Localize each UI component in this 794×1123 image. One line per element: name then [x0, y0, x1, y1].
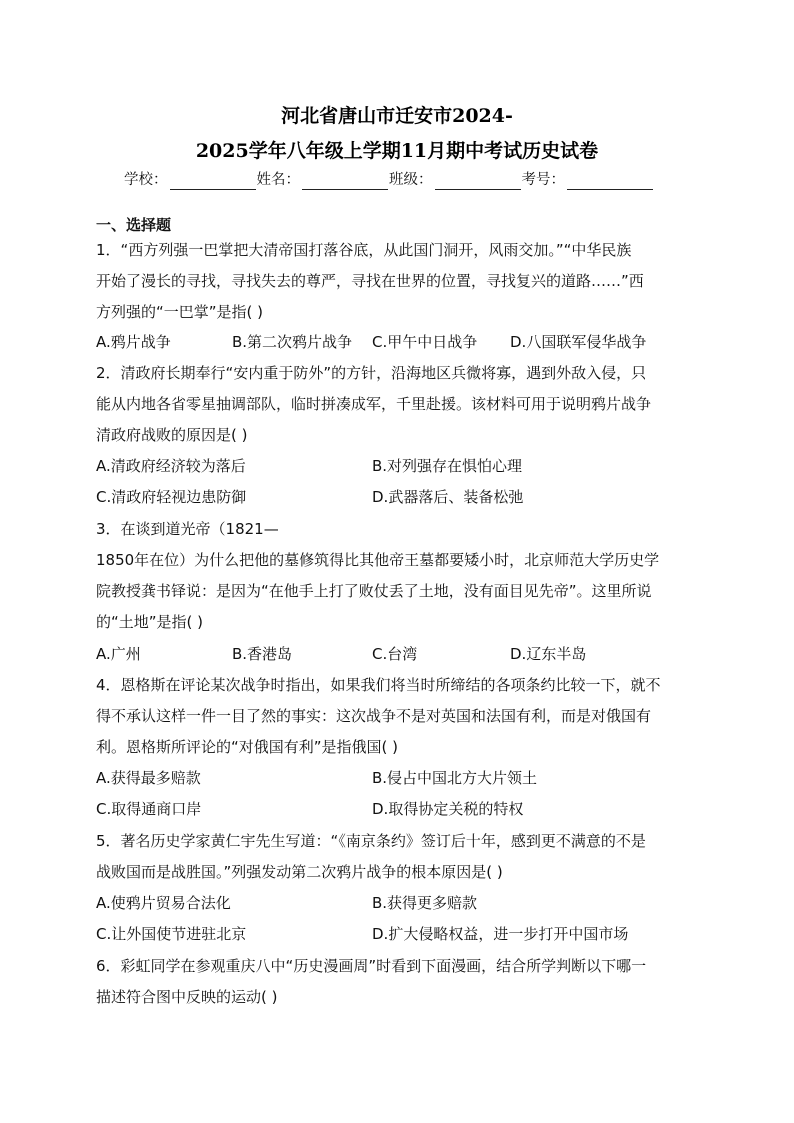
question-line: 5．著名历史学家黄仁宇先生写道：“《南京条约》签订后十年，感到更不满意的不是 [96, 832, 646, 850]
question-4 [96, 670, 696, 763]
option-c[interactable]: C.取得通商口岸 [96, 800, 202, 818]
question-line: 3．在谈到道光帝（1821— [96, 520, 279, 538]
question-line: 1850年在位）为什么把他的墓修筑得比其他帝王墓都要矮小时，北京师范大学历史学 [96, 551, 660, 569]
question-line: 得不承认这样一件一目了然的事实：这次战争不是对英国和法国有利，而是对俄国有 [96, 707, 652, 725]
student-info-fields [124, 170, 654, 190]
name-blank[interactable] [302, 173, 388, 190]
option-b[interactable]: B.侵占中国北方大片领土 [372, 769, 538, 787]
question-3-options [96, 643, 696, 665]
question-5 [96, 826, 696, 888]
option-c[interactable]: C.让外国使节进驻北京 [96, 925, 247, 943]
question-2 [96, 358, 696, 451]
school-label: 学校： [124, 172, 168, 188]
question-line: 能从内地各省零星抽调部队，临时拼凑成军，千里赴援。该材料可用于说明鸦片战争 [96, 395, 652, 413]
question-line: 的“土地”是指( ) [96, 613, 204, 631]
question-line: 6．彩虹同学在参观重庆八中“历史漫画周”时看到下面漫画，结合所学判断以下哪一 [96, 957, 647, 975]
exam-title-line1: 河北省唐山市迁安市2024- [281, 105, 513, 127]
option-d[interactable]: D.武器落后、装备松弛 [372, 488, 524, 506]
question-line: 清政府战败的原因是( ) [96, 426, 248, 444]
exam-number-blank[interactable] [567, 173, 653, 190]
option-d[interactable]: D.扩大侵略权益，进一步打开中国市场 [372, 925, 629, 943]
question-line: 4．恩格斯在评论某次战争时指出，如果我们将当时所缔结的各项条约比较一下，就不 [96, 676, 661, 694]
question-1 [96, 235, 696, 328]
question-2-options-row1 [96, 455, 696, 477]
option-b[interactable]: B.第二次鸦片战争 [232, 333, 353, 351]
question-1-options [96, 331, 696, 353]
option-b[interactable]: B.香港岛 [232, 645, 293, 663]
option-a[interactable]: A.鸦片战争 [96, 333, 171, 351]
question-5-options-row1 [96, 892, 696, 914]
name-label: 姓名： [256, 172, 300, 188]
option-a[interactable]: A.清政府经济较为落后 [96, 457, 246, 475]
class-label: 班级： [389, 172, 433, 188]
option-a[interactable]: A.广州 [96, 645, 141, 663]
question-5-options-row2 [96, 923, 696, 945]
question-line: 2．清政府长期奉行“安内重于防外”的方针，沿海地区兵微将寡，遇到外敌入侵，只 [96, 364, 647, 382]
question-line: 战败国而是战胜国。”列强发动第二次鸦片战争的根本原因是( ) [96, 863, 503, 881]
question-2-options-row2 [96, 486, 696, 508]
option-b[interactable]: B.对列强存在惧怕心理 [372, 457, 523, 475]
school-blank[interactable] [170, 173, 256, 190]
exam-title-line2: 2025学年八年级上学期11月期中考试历史试卷 [195, 140, 599, 162]
question-line: 方列强的“一巴掌”是指( ) [96, 303, 264, 321]
option-d[interactable]: D.辽东半岛 [510, 645, 587, 663]
question-line: 描述符合图中反映的运动( ) [96, 988, 278, 1006]
option-d[interactable]: D.取得协定关税的特权 [372, 800, 524, 818]
option-d[interactable]: D.八国联军侵华战争 [510, 333, 647, 351]
class-blank[interactable] [435, 173, 521, 190]
question-3 [96, 514, 696, 638]
question-4-options-row2 [96, 798, 696, 820]
question-line: 利。恩格斯所评论的“对俄国有利”是指俄国( ) [96, 738, 399, 756]
question-line: 1．“西方列强一巴掌把大清帝国打落谷底，从此国门洞开，风雨交加。”“中华民族 [96, 241, 632, 259]
question-6 [96, 951, 696, 1013]
option-a[interactable]: A.获得最多赔款 [96, 769, 201, 787]
exam-number-label: 考号： [521, 172, 565, 188]
section-title: 一、选择题 [96, 216, 172, 234]
option-c[interactable]: C.甲午中日战争 [372, 333, 478, 351]
question-line: 院教授龚书铎说：是因为“在他手上打了败仗丢了土地，没有面目见先帝”。这里所说 [96, 582, 652, 600]
option-c[interactable]: C.清政府轻视边患防御 [96, 488, 247, 506]
question-line: 开始了漫长的寻找，寻找失去的尊严，寻找在世界的位置，寻找复兴的道路……”西 [96, 272, 644, 290]
question-4-options-row1 [96, 767, 696, 789]
option-b[interactable]: B.获得更多赔款 [372, 894, 478, 912]
option-a[interactable]: A.使鸦片贸易合法化 [96, 894, 231, 912]
option-c[interactable]: C.台湾 [372, 645, 418, 663]
